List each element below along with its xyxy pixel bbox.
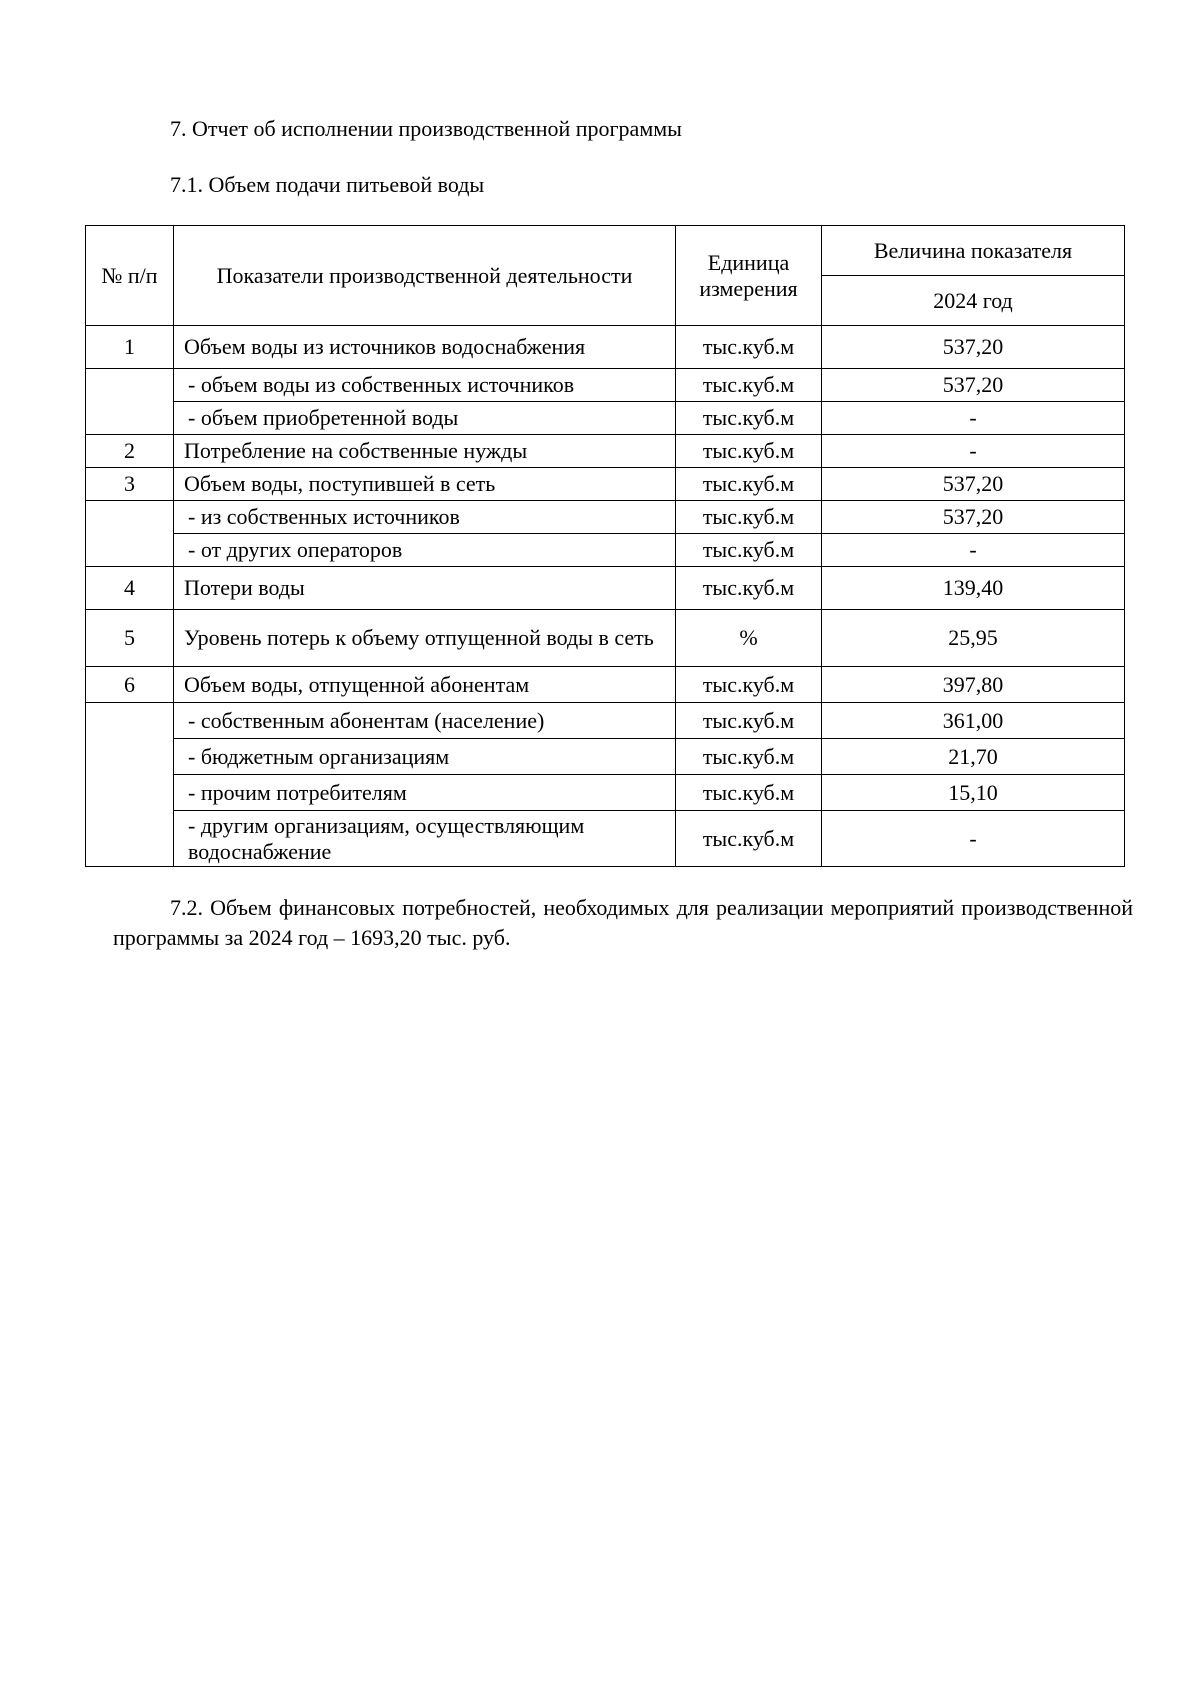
- row-value: 537,20: [822, 369, 1125, 402]
- row-value: 25,95: [822, 610, 1125, 667]
- row-unit: тыс.куб.м: [676, 501, 822, 534]
- section-title: 7. Отчет об исполнении производственной программы: [170, 116, 682, 141]
- table-header: [86, 226, 1125, 326]
- row-number: [86, 369, 174, 435]
- table-row: [86, 775, 1125, 811]
- production-indicators-table: [85, 225, 1125, 867]
- row-indicator: Объем воды, поступившей в сеть: [174, 468, 676, 501]
- header-unit: Единица измерения: [676, 226, 822, 326]
- header-value-group: Величина показателя: [822, 226, 1125, 276]
- table-row: [86, 435, 1125, 468]
- header-indicator: Показатели производственной деятельности: [174, 226, 676, 326]
- row-indicator: - от других операторов: [174, 534, 676, 567]
- row-value: 537,20: [822, 326, 1125, 369]
- row-value: 361,00: [822, 703, 1125, 739]
- table-row: [86, 739, 1125, 775]
- table-row: [86, 567, 1125, 610]
- row-unit: тыс.куб.м: [676, 534, 822, 567]
- row-unit: тыс.куб.м: [676, 567, 822, 610]
- table-row: [86, 667, 1125, 703]
- row-unit: тыс.куб.м: [676, 435, 822, 468]
- row-indicator: Потери воды: [174, 567, 676, 610]
- table-row: [86, 534, 1125, 567]
- table-row: [86, 369, 1125, 402]
- row-value: 397,80: [822, 667, 1125, 703]
- row-indicator: Объем воды, отпущенной абонентам: [174, 667, 676, 703]
- row-number: 1: [86, 326, 174, 369]
- header-number: № п/п: [86, 226, 174, 326]
- row-number: [86, 501, 174, 567]
- row-value: 139,40: [822, 567, 1125, 610]
- row-value: -: [822, 435, 1125, 468]
- table-row: [86, 811, 1125, 867]
- row-indicator: Потребление на собственные нужды: [174, 435, 676, 468]
- row-value: -: [822, 811, 1125, 867]
- row-indicator: - бюджетным организациям: [174, 739, 676, 775]
- row-unit: %: [676, 610, 822, 667]
- subsection-title: 7.1. Объем подачи питьевой воды: [170, 172, 485, 197]
- row-number: 6: [86, 667, 174, 703]
- row-unit: тыс.куб.м: [676, 369, 822, 402]
- row-value: 537,20: [822, 501, 1125, 534]
- row-indicator: - собственным абонентам (население): [174, 703, 676, 739]
- row-indicator: - объем воды из собственных источников: [174, 369, 676, 402]
- table-row: [86, 402, 1125, 435]
- row-value: -: [822, 402, 1125, 435]
- row-indicator: - прочим потребителям: [174, 775, 676, 811]
- header-year: 2024 год: [822, 276, 1125, 326]
- table-row: [86, 703, 1125, 739]
- row-value: 537,20: [822, 468, 1125, 501]
- row-unit: тыс.куб.м: [676, 326, 822, 369]
- row-unit: тыс.куб.м: [676, 667, 822, 703]
- paragraph-7-2: 7.2. Объем финансовых потребностей, необходимых для реализации мероприятий производственной программы за 2024 год – 1693,20 тыс. руб.: [113, 895, 1133, 950]
- row-indicator: - объем приобретенной воды: [174, 402, 676, 435]
- table-body: [86, 326, 1125, 867]
- row-value: 21,70: [822, 739, 1125, 775]
- row-unit: тыс.куб.м: [676, 402, 822, 435]
- row-unit: тыс.куб.м: [676, 703, 822, 739]
- row-indicator: - из собственных источников: [174, 501, 676, 534]
- row-number: 3: [86, 468, 174, 501]
- table-row: [86, 501, 1125, 534]
- row-number: [86, 703, 174, 867]
- table-row: [86, 326, 1125, 369]
- header-row: [86, 226, 1125, 276]
- row-indicator: Уровень потерь к объему отпущенной воды в сеть: [174, 610, 676, 667]
- row-number: 2: [86, 435, 174, 468]
- row-indicator: Объем воды из источников водоснабжения: [174, 326, 676, 369]
- row-value: -: [822, 534, 1125, 567]
- row-indicator: - другим организациям, осуществляющим водоснабжение: [174, 811, 676, 867]
- row-value: 15,10: [822, 775, 1125, 811]
- row-unit: тыс.куб.м: [676, 468, 822, 501]
- row-unit: тыс.куб.м: [676, 775, 822, 811]
- table-row: [86, 610, 1125, 667]
- table-row: [86, 468, 1125, 501]
- row-unit: тыс.куб.м: [676, 811, 822, 867]
- row-number: 5: [86, 610, 174, 667]
- row-unit: тыс.куб.м: [676, 739, 822, 775]
- row-number: 4: [86, 567, 174, 610]
